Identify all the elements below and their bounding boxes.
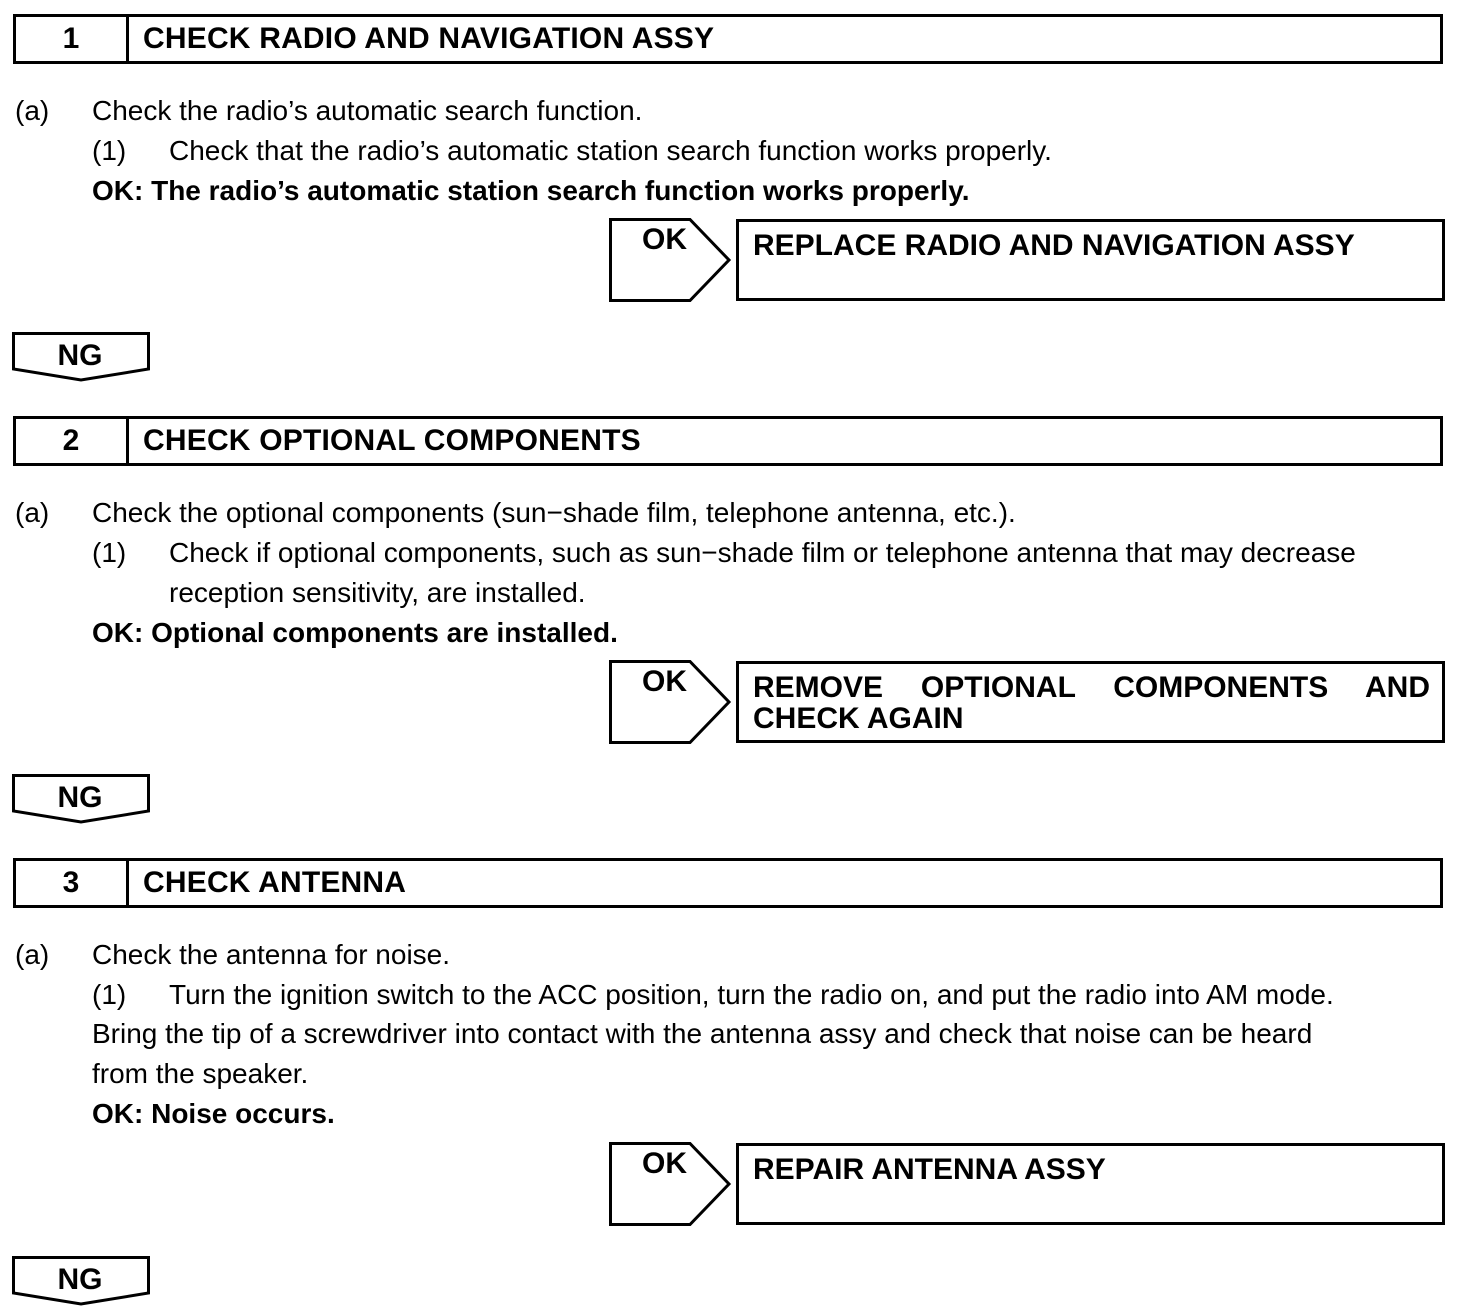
ok-arrow [609, 218, 733, 302]
ok-arrow-label: OK [642, 665, 687, 698]
ok-criterion: OK: The radio’s automatic station search function works properly. [92, 175, 970, 206]
result-text: REMOVE OPTIONAL COMPONENTS AND [753, 671, 1430, 704]
ok-criterion: OK: Noise occurs. [92, 1098, 335, 1129]
subitem-text: from the speaker. [92, 1058, 309, 1089]
ng-arrow [12, 774, 150, 824]
item-label: (a) [15, 497, 50, 528]
subitem-label: (1) [92, 537, 127, 568]
item-text: Check the radio’s automatic search function. [92, 95, 643, 126]
result-text: REPAIR ANTENNA ASSY [753, 1153, 1106, 1186]
ng-arrow [12, 1256, 150, 1306]
ng-arrow-label: NG [57, 781, 103, 814]
step-number: 3 [16, 861, 129, 905]
ok-arrow [609, 1142, 733, 1226]
subitem-text: Bring the tip of a screwdriver into contact with the antenna assy and check that noise can be heard [92, 1018, 1313, 1049]
subitem-text: reception sensitivity, are installed. [169, 577, 586, 608]
item-text: Check the optional components (sun−shade film, telephone antenna, etc.). [92, 497, 1016, 528]
step-3-header [13, 858, 1443, 908]
item-label: (a) [15, 939, 50, 970]
ok-arrow-label: OK [642, 1147, 687, 1180]
step-number: 1 [16, 17, 129, 61]
step-number: 2 [16, 419, 129, 463]
result-box [736, 1143, 1445, 1225]
subitem-text: Check that the radio’s automatic station search function works properly. [169, 135, 1052, 166]
subitem-label: (1) [92, 135, 127, 166]
step-title: CHECK RADIO AND NAVIGATION ASSY [143, 22, 715, 55]
step-title: CHECK ANTENNA [143, 866, 407, 899]
step-2-header [13, 416, 1443, 466]
subitem-text: Check if optional components, such as sun−shade film or telephone antenna that may decrease [169, 537, 1356, 568]
ok-arrow-label: OK [642, 223, 687, 256]
subitem-text: Turn the ignition switch to the ACC position, turn the radio on, and put the radio into AM mode. [169, 979, 1334, 1010]
result-box [736, 661, 1445, 743]
ok-arrow [609, 660, 733, 744]
ng-arrow [12, 332, 150, 382]
step-1-header [13, 14, 1443, 64]
ng-arrow-label: NG [57, 1263, 103, 1296]
item-label: (a) [15, 95, 50, 126]
result-text: CHECK AGAIN [753, 702, 964, 735]
result-box [736, 219, 1445, 301]
ok-criterion: OK: Optional components are installed. [92, 617, 618, 648]
item-text: Check the antenna for noise. [92, 939, 451, 970]
subitem-label: (1) [92, 979, 127, 1010]
step-title: CHECK OPTIONAL COMPONENTS [143, 424, 641, 457]
ng-arrow-label: NG [57, 339, 103, 372]
result-text: REPLACE RADIO AND NAVIGATION ASSY [753, 229, 1355, 262]
